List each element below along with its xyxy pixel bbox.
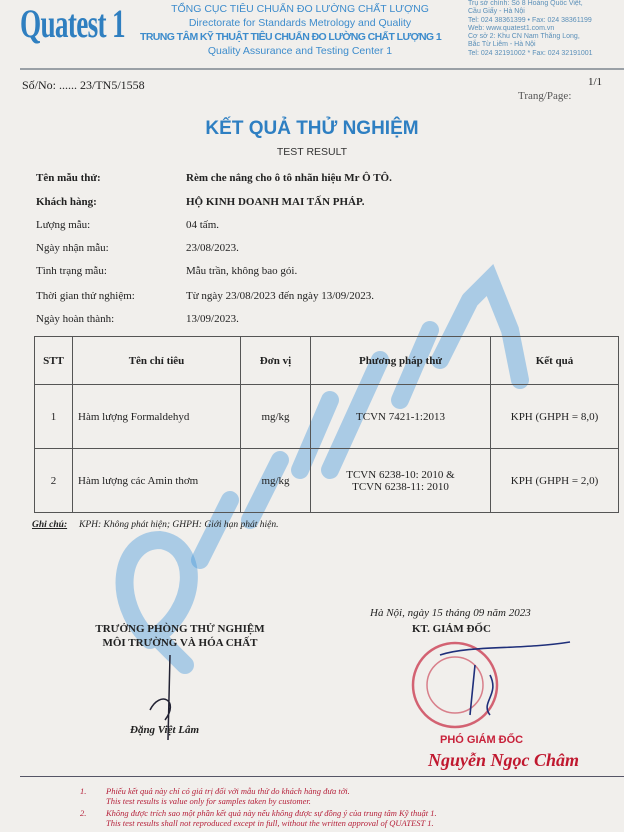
contact-info <box>468 0 593 58</box>
contact-line: Web: www.quatest1.com.vn <box>468 24 555 32</box>
table-row <box>35 449 619 513</box>
footer-vi: Phiếu kết quả này chỉ có giá trị đối với mẫu thử do khách hàng đưa tới. <box>106 786 350 796</box>
sign-right-name: Nguyễn Ngọc Châm <box>428 750 580 770</box>
footer-en: This test results is value only for samples taken by customer. <box>106 796 311 806</box>
logo: Quatest 1 <box>20 1 125 46</box>
info-label: Tình trạng mẫu: <box>36 265 107 277</box>
cell: KPH (GHPH = 2,0) <box>491 449 619 513</box>
cell: KPH (GHPH = 8,0) <box>491 385 619 449</box>
page-number: 1/1 <box>588 76 603 88</box>
footer-vi: Không được trích sao một phần kết quả này nếu không được sự đồng ý của trung tâm Kỹ thuật 1. <box>106 808 437 818</box>
contact-line: Cơ sở 2: Khu CN Nam Thăng Long, <box>468 33 580 41</box>
note-text: KPH: Không phát hiện; GHPH: Giới hạn phát hiện. <box>78 520 279 530</box>
contact-line: Cầu Giấy - Hà Nội <box>468 8 525 16</box>
sign-left-title <box>60 622 300 650</box>
org-line-4: Quality Assurance and Testing Center 1 <box>207 45 393 57</box>
contact-line: Tel: 024 32191002 * Fax: 024 32191001 <box>468 49 593 57</box>
cell: Hàm lượng các Amin thơm <box>73 449 241 513</box>
header-cell: STT <box>35 337 73 385</box>
sign-right-role: KT. GIÁM ĐỐC <box>412 623 491 635</box>
doc-number-value: 23/TN5/1558 <box>80 78 145 92</box>
results-table <box>34 336 619 513</box>
cell: TCVN 7421-1:2013 <box>311 385 491 449</box>
cell: Hàm lượng Formaldehyd <box>73 385 241 449</box>
doc-number-label: Số/No: <box>22 78 57 92</box>
table-header <box>35 337 619 385</box>
info-value: Rèm che nắng cho ô tô nhãn hiệu Mr Ô TÔ. <box>186 172 392 184</box>
info-value: 13/09/2023. <box>186 313 239 325</box>
header-cell: Phương pháp thử <box>311 337 491 385</box>
info-label: Thời gian thử nghiệm: <box>36 290 135 302</box>
cell: 1 <box>35 385 73 449</box>
cell: 2 <box>35 449 73 513</box>
note-label: Ghi chú: <box>32 520 68 530</box>
org-line-1: TỔNG CỤC TIÊU CHUẨN ĐO LƯỜNG CHẤT LƯỢNG <box>171 3 429 15</box>
info-value: 23/08/2023. <box>186 242 239 254</box>
doc-number: Số/No: ...... 23/TN5/1558 <box>22 78 145 92</box>
page-label: Trang/Page: <box>518 90 572 102</box>
info-label: Ngày nhận mẫu: <box>36 242 109 254</box>
header-cell: Tên chỉ tiêu <box>73 337 241 385</box>
info-value: Mẫu trần, không bao gói. <box>186 265 298 277</box>
info-label: Lượng mẫu: <box>36 219 91 231</box>
header-cell: Kết quả <box>491 337 619 385</box>
table-row <box>35 385 619 449</box>
page-title: KẾT QUẢ THỬ NGHIỆM <box>205 118 419 139</box>
footer-note-1 <box>80 786 350 806</box>
sign-date: Hà Nội, ngày 15 tháng 09 năm 2023 <box>370 607 531 619</box>
signature-right <box>430 640 580 720</box>
header-divider <box>20 68 624 70</box>
cell: mg/kg <box>241 449 311 513</box>
page-subtitle: TEST RESULT <box>276 146 348 158</box>
note <box>32 520 279 530</box>
header-cell: Đơn vị <box>241 337 311 385</box>
sign-left-line: TRƯỞNG PHÒNG THỬ NGHIỆM <box>95 623 265 635</box>
contact-line: Tel: 024 38361399 • Fax: 024 38361199 <box>468 16 592 24</box>
info-label: Khách hàng: <box>36 196 97 208</box>
sign-left-name: Đặng Việt Lâm <box>130 724 200 736</box>
org-line-2: Directorate for Standards Metrology and Quality <box>188 17 412 29</box>
info-value: Từ ngày 23/08/2023 đến ngày 13/09/2023. <box>186 290 375 302</box>
org-line-3: TRUNG TÂM KỸ THUẬT TIÊU CHUẨN ĐO LƯỜNG CHẤT LƯỢNG 1 <box>140 31 442 43</box>
info-value: 04 tấm. <box>186 219 219 231</box>
contact-line: Bắc Từ Liêm - Hà Nội <box>468 41 536 49</box>
info-label: Ngày hoàn thành: <box>36 313 115 325</box>
contact-line: Trụ sở chính: Số 8 Hoàng Quốc Việt, <box>468 0 583 7</box>
footer-num: 2. <box>80 808 87 818</box>
info-label: Tên mẫu thử: <box>36 172 101 184</box>
info-value: HỘ KINH DOANH MAI TẤN PHÁP. <box>186 196 365 208</box>
sign-right-role2: PHÓ GIÁM ĐỐC <box>440 734 524 746</box>
sign-left-line: MÔI TRƯỜNG VÀ HÓA CHẤT <box>102 637 258 649</box>
footer-divider <box>20 776 624 777</box>
footer-num: 1. <box>80 786 87 796</box>
cell: mg/kg <box>241 385 311 449</box>
footer-note-2 <box>80 808 437 828</box>
cell: TCVN 6238-10: 2010 & TCVN 6238-11: 2010 <box>311 449 491 513</box>
footer-en: This test results shall not reproduced except in full, without the written approval of QUATEST 1. <box>106 818 434 828</box>
